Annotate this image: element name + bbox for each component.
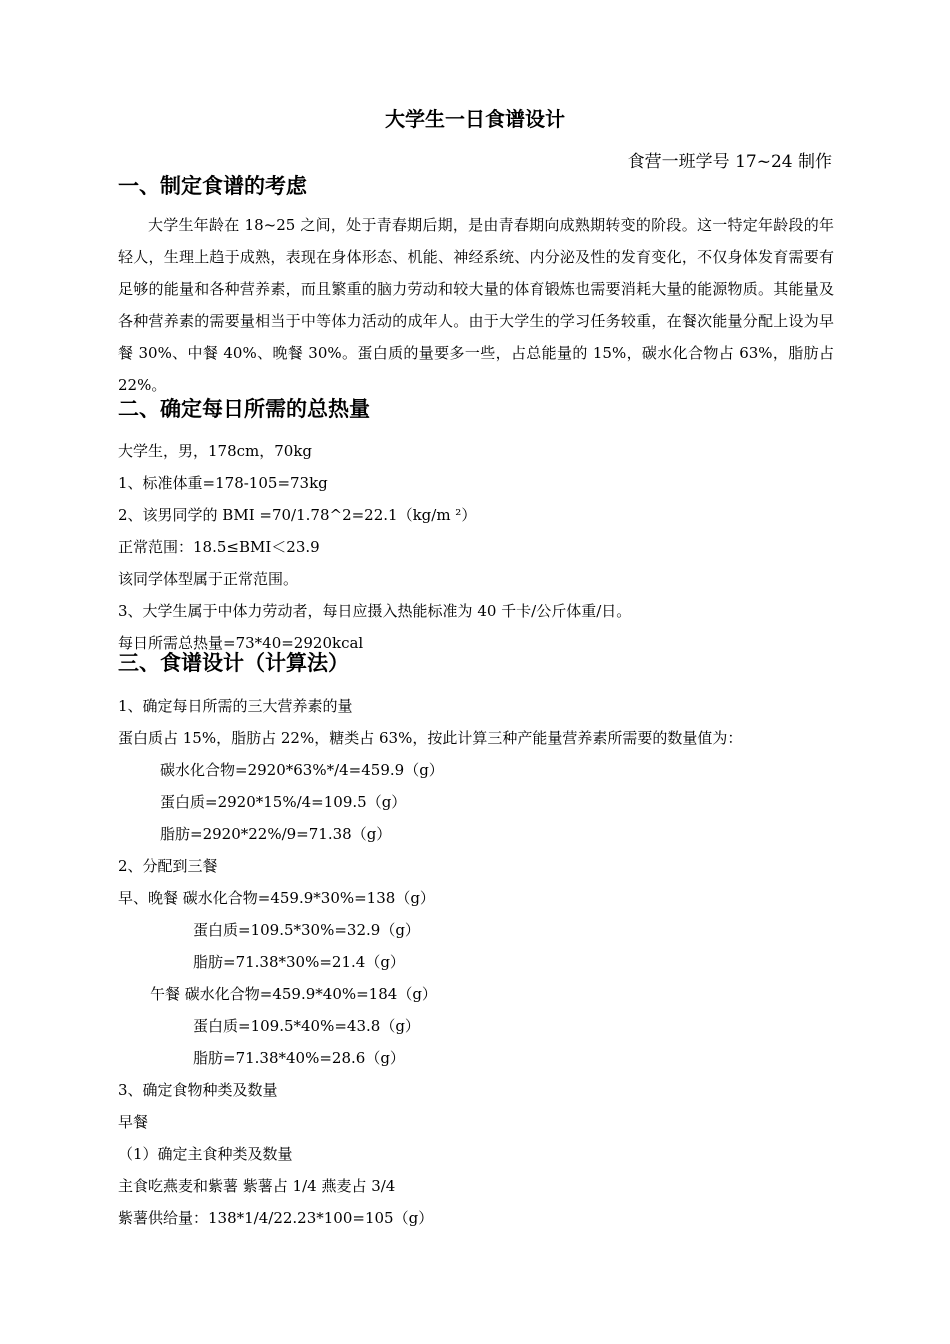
text-line: 2、分配到三餐 [118, 857, 218, 875]
section-heading-3: 三、食谱设计（计算法） [118, 651, 349, 675]
text-line: 1、确定每日所需的三大营养素的量 [118, 697, 353, 715]
text-line: 大学生，男，178cm，70kg [118, 442, 313, 460]
text-line: 主食吃燕麦和紫薯 紫薯占 1/4 燕麦占 3/4 [118, 1177, 396, 1195]
text-line: 蛋白质=2920*15%/4=109.5（g） [160, 793, 407, 811]
text-line: 脂肪=71.38*40%=28.6（g） [193, 1049, 405, 1067]
text-line: 早餐 [118, 1113, 149, 1131]
text-line: 2、该男同学的 BMI =70/1.78^2=22.1（kg/m ²） [118, 506, 477, 524]
text-line: 脂肪=2920*22%/9=71.38（g） [160, 825, 392, 843]
text-line: 脂肪=71.38*30%=21.4（g） [193, 953, 405, 971]
text-line: 蛋白质=109.5*30%=32.9（g） [193, 921, 420, 939]
text-line: 蛋白质占 15%，脂肪占 22%，糖类占 63%，按此计算三种产能量营养素所需要的数量值为： [118, 729, 743, 747]
text-line: 早、晚餐 碳水化合物=459.9*30%=138（g） [118, 889, 435, 907]
text-line: 该同学体型属于正常范围。 [118, 570, 299, 588]
page-title: 大学生一日食谱设计 [385, 107, 565, 131]
text-line: 3、大学生属于中体力劳动者，每日应摄入热能标准为 40 千卡/公斤体重/日。 [118, 602, 632, 620]
section-heading-2: 二、确定每日所需的总热量 [118, 397, 370, 421]
section-heading-1: 一、制定食谱的考虑 [118, 174, 307, 198]
text-line: 蛋白质=109.5*40%=43.8（g） [193, 1017, 420, 1035]
text-line: 每日所需总热量=73*40=2920kcal [118, 634, 364, 652]
text-line: 碳水化合物=2920*63%*/4=459.9（g） [160, 761, 444, 779]
text-line: 正常范围：18.5≤BMI＜23.9 [118, 538, 320, 556]
section-1-paragraph: 大学生年龄在 18~25 之间，处于青春期后期，是由青春期向成熟期转变的阶段。这一特定年龄段的年轻人，生理上趋于成熟，表现在身体形态、机能、神经系统、内分泌及性的发育变化，不仅身体发育需要有足够的能量和各种营养素，而且繁重的脑力劳动和较大量的体育锻炼也需要消耗大量的能源物质。其能量及各种营养素的需要量相当于中等体力活动的成年人。由于大学生的学习任务较重，在餐次能量分配上设为早餐 30%、中餐 40%、晚餐 30%。蛋白质的量要多一些，占总能量的 15%，碳水化合物占 63%，脂肪占 22%。 [118, 216, 834, 394]
text-line: 3、确定食物种类及数量 [118, 1081, 278, 1099]
text-line: 1、标准体重=178-105=73kg [118, 474, 328, 492]
author-line: 食营一班学号 17~24 制作 [627, 152, 832, 172]
text-line: （1）确定主食种类及数量 [118, 1145, 293, 1163]
text-line: 紫薯供给量：138*1/4/22.23*100=105（g） [118, 1209, 434, 1227]
text-line: 午餐 碳水化合物=459.9*40%=184（g） [150, 985, 437, 1003]
